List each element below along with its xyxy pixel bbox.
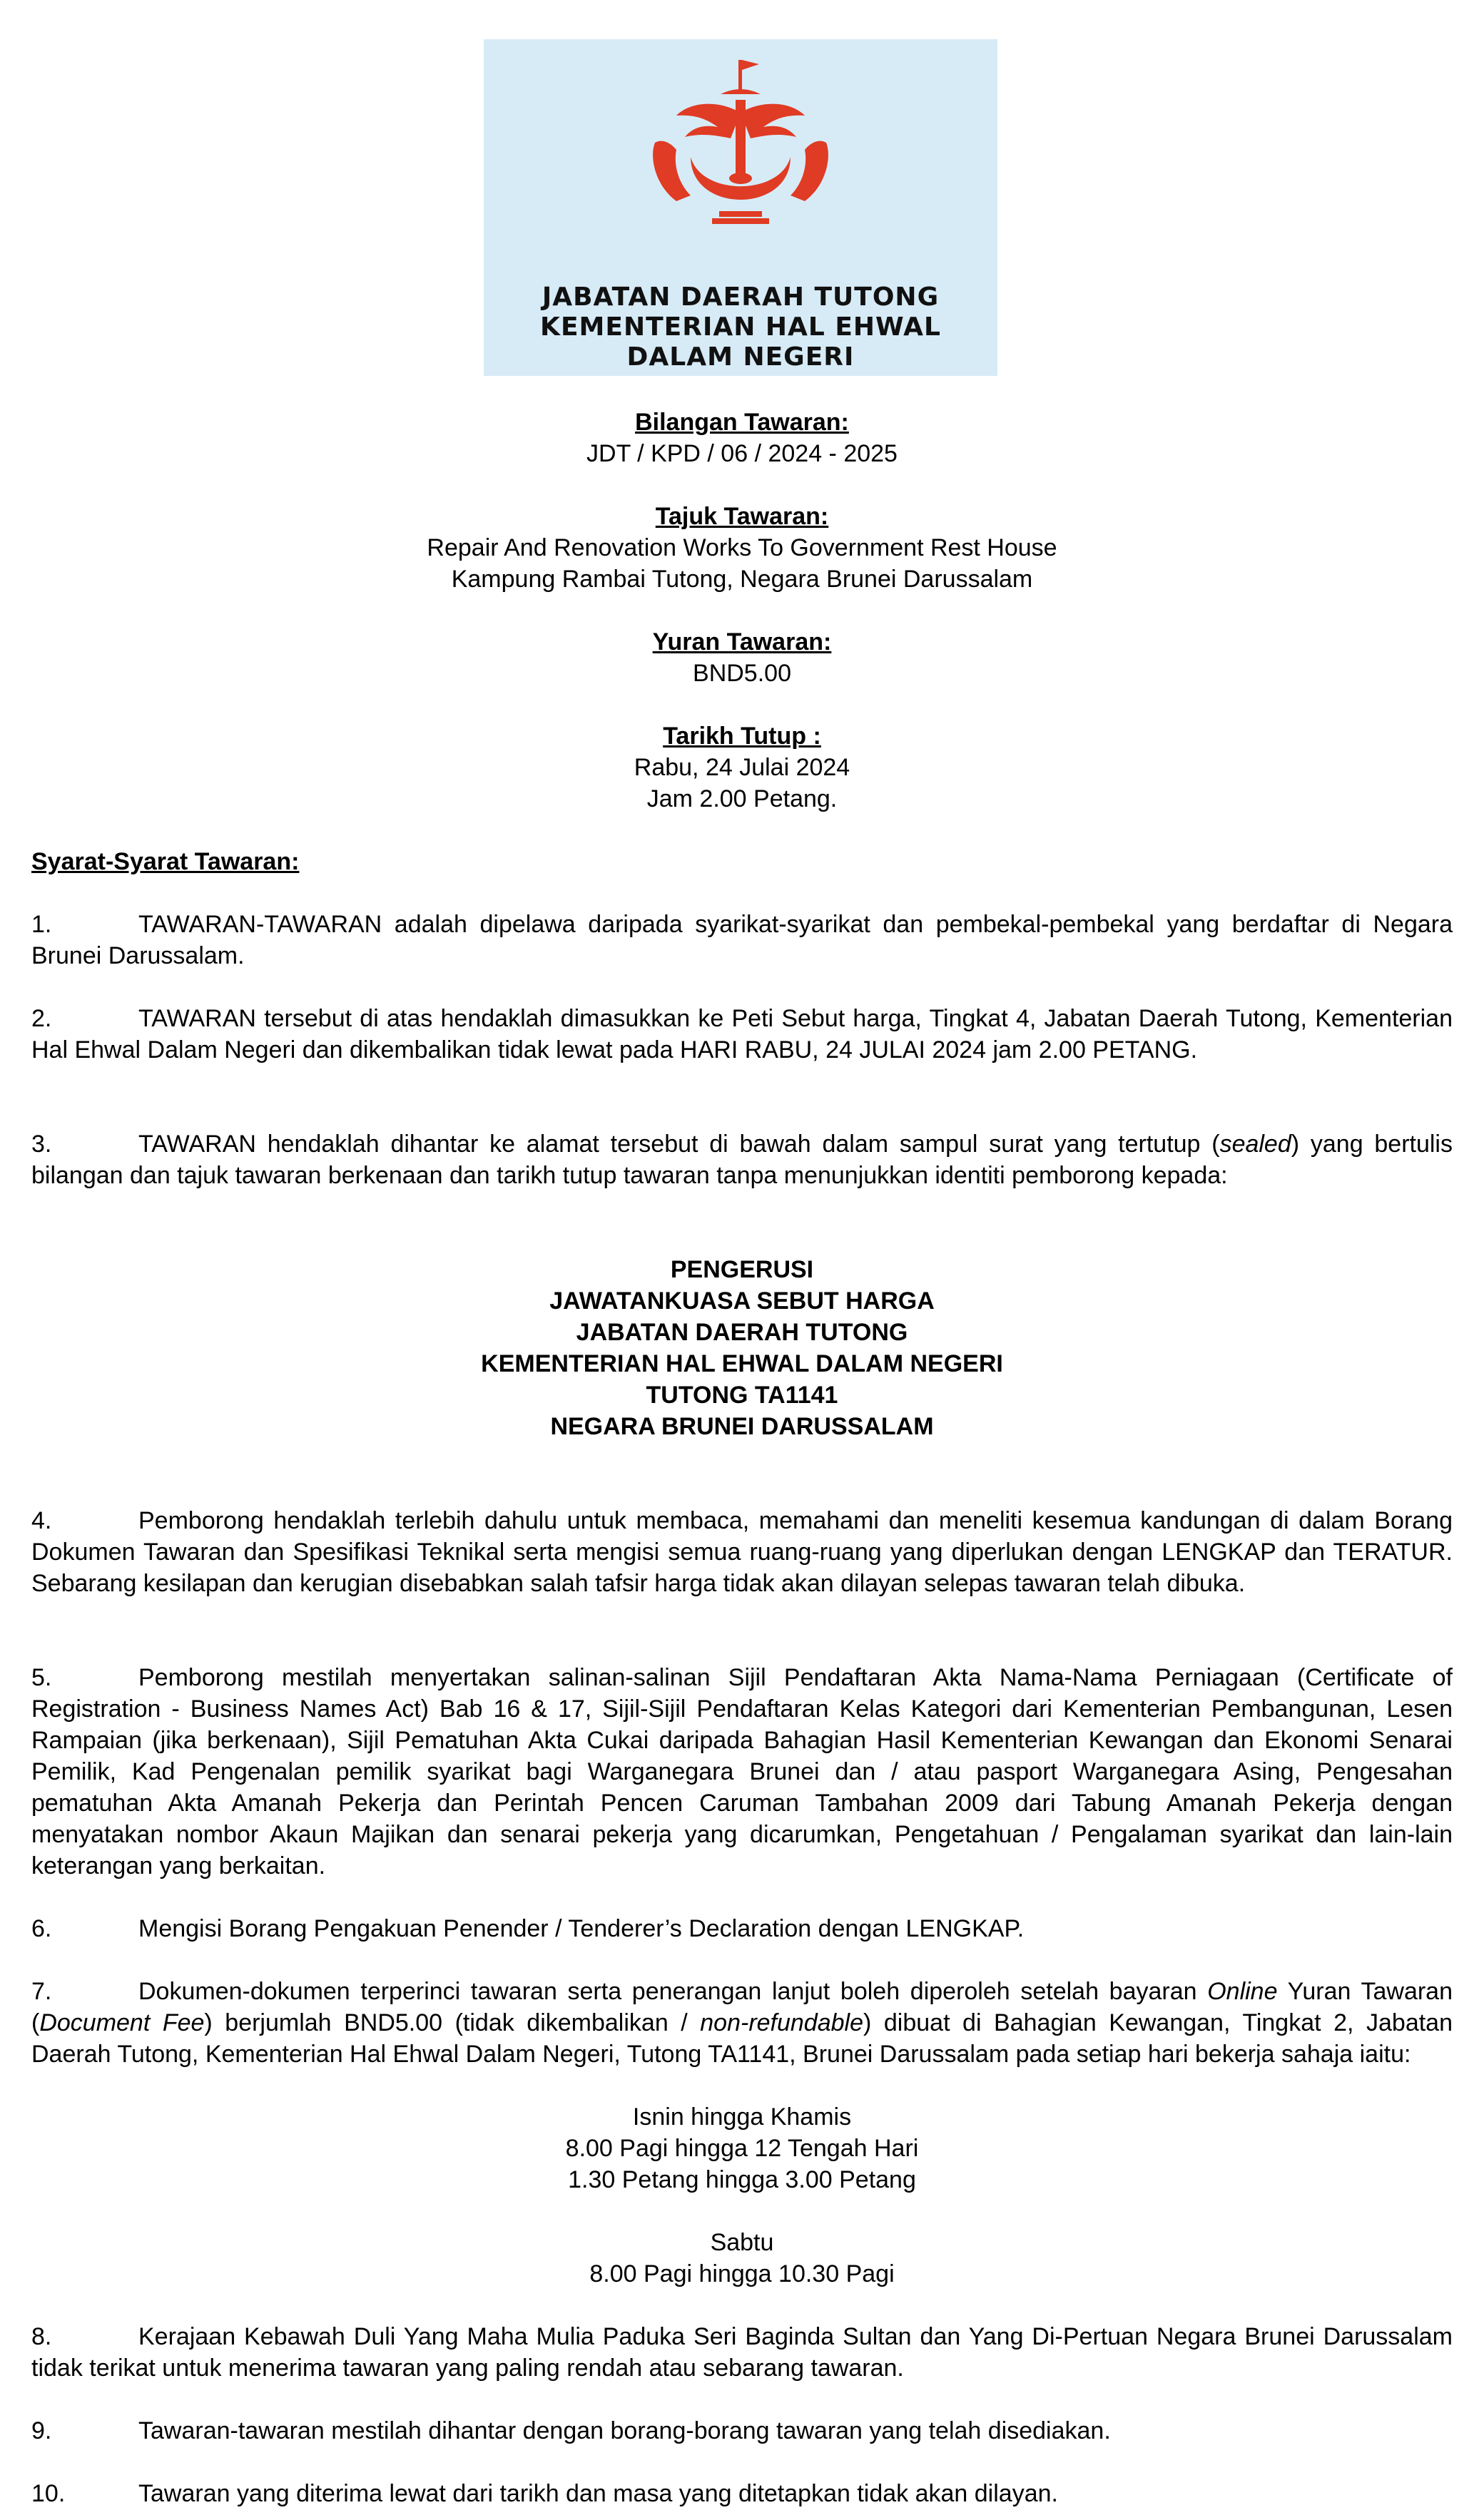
office-hours — [31, 2101, 1453, 2290]
condition-text: Pemborong mestilah menyertakan salinan-salinan Sijil Pendaftaran Akta Nama-Nama Perniagaan (Certificate of Registration - Business Names Act) Bab 16 & 17, Sijil-Sijil Pendaftaran Kelas Kategori dari Kementerian Pembangunan, Lesen Rampaian (jika berkenaan), Sijil Pematuhan Akta Cukai daripada Bahagian Hasil Kementerian Kewangan dan Ekonomi Senarai Pemilik, Kad Pengenalan pemilik syarikat bagi Warganegara Brunei dan / atau pasport Warganegara Asing, Pengesahan pematuhan Akta Amanah Pekerja dan Perintah Pencen Caruman Tambahan 2009 dari Tabung Amanah Pekerja dengan menyatakan nombor Akaun Majikan dan senarai pekerja yang dicarumkan, Pengetahuan / Pengalaman syarikat dan lain-lain keterangan yang berkaitan. — [31, 1664, 1453, 1879]
condition-text: Tawaran-tawaran mestilah dihantar dengan borang-borang tawaran yang telah disediakan. — [138, 2417, 1111, 2444]
tender-summary — [31, 407, 1453, 815]
condition-text: Tawaran yang diterima lewat dari tarikh dan masa yang ditetapkan tidak akan dilayan. — [138, 2480, 1058, 2507]
condition-number: 10. — [31, 2480, 66, 2507]
ref-value: JDT / KPD / 06 / 2024 - 2025 — [586, 440, 898, 467]
closing-date: Rabu, 24 Julai 2024 — [634, 754, 850, 781]
condition-text: Pemborong hendaklah terlebih dahulu untuk membaca, memahami dan meneliti kesemua kandungan di dalam Borang Dokumen Tawaran dan Spesifikasi Teknikal serta mengisi semua ruang-ruang yang diperlukan dengan LENGKAP dan TERATUR. Sebarang kesilapan dan kerugian disebabkan salah tafsir harga tidak akan dilayan selepas tawaran telah dibuka. — [31, 1507, 1453, 1597]
condition-number: 2. — [31, 1005, 52, 1032]
title-line-1: Repair And Renovation Works To Government Rest House — [427, 534, 1057, 561]
condition-number: 9. — [31, 2417, 52, 2444]
condition-2 — [31, 1003, 1453, 1066]
condition-number: 1. — [31, 911, 52, 938]
condition-6 — [31, 1913, 1453, 1944]
condition-text: Mengisi Borang Pengakuan Penender / Tenderer’s Declaration dengan LENGKAP. — [138, 1915, 1025, 1942]
condition-number: 5. — [31, 1664, 52, 1691]
condition-10 — [31, 2478, 1453, 2509]
condition-7: 7. Dokumen-dokumen terperinci tawaran serta penerangan lanjut boleh diperoleh setelah bayaran Online Yuran Tawaran (Document Fee) berjumlah BND5.00 (tidak dikembalikan / non-refundable) dibuat di Bahagian Kewangan, Tingkat 2, Jabatan Daerah Tutong, Kementerian Hal Ehwal Dalam Negeri, Tutong TA1141, Brunei Darussalam pada setiap hari bekerja sahaja iaitu: — [31, 1976, 1453, 2070]
conditions-heading: Syarat-Syarat Tawaran: — [31, 848, 300, 875]
ref-label: Bilangan Tawaran: — [635, 409, 849, 436]
title-label: Tajuk Tawaran: — [655, 503, 829, 530]
condition-number: 4. — [31, 1507, 52, 1534]
condition-3: 3. TAWARAN hendaklah dihantar ke alamat tersebut di bawah dalam sampul surat yang tertutup (sealed) yang bertulis bilangan dan tajuk tawaran berkenaan dan tarikh tutup tawaran tanpa menunjukkan identiti pemborong kepada: — [31, 1128, 1453, 1191]
delivery-address: PENGERUSI JAWATANKUASA SEBUT HARGA JABATAN DAERAH TUTONG KEMENTERIAN HAL EHWAL DALAM NEGERI TUTONG TA1141 NEGARA BRUNEI DARUSSALAM — [481, 1256, 1003, 1440]
header-line-2: KEMENTERIAN HAL EHWAL — [540, 312, 941, 342]
condition-text: Kerajaan Kebawah Duli Yang Maha Mulia Paduka Seri Baginda Sultan dan Yang Di-Pertuan Negara Brunei Darussalam tidak terikat untuk menerima tawaran yang paling rendah atau sebarang tawaran. — [31, 2323, 1453, 2382]
saturday-label: Sabtu — [710, 2229, 774, 2256]
condition-9 — [31, 2415, 1453, 2447]
condition-4 — [31, 1505, 1453, 1599]
condition-number: 3. — [31, 1131, 52, 1158]
fee-value: BND5.00 — [693, 660, 791, 687]
condition-number: 6. — [31, 1915, 52, 1942]
condition-number: 8. — [31, 2323, 52, 2350]
title-line-2: Kampung Rambai Tutong, Negara Brunei Darussalam — [451, 566, 1033, 593]
condition-1 — [31, 909, 1453, 971]
saturday-slot: 8.00 Pagi hingga 10.30 Pagi — [589, 2260, 895, 2287]
closing-label: Tarikh Tutup : — [663, 723, 821, 750]
header-line-1: JABATAN DAERAH TUTONG — [542, 282, 940, 312]
header-line-3: DALAM NEGERI — [626, 342, 855, 372]
weekday-slot-2: 1.30 Petang hingga 3.00 Petang — [568, 2166, 916, 2193]
fee-label: Yuran Tawaran: — [652, 628, 832, 655]
condition-8 — [31, 2321, 1453, 2384]
weekday-label: Isnin hingga Khamis — [632, 2103, 852, 2131]
condition-text: TAWARAN-TAWARAN adalah dipelawa daripada syarikat-syarikat dan pembekal-pembekal yang berdaftar di Negara Brunei Darussalam. — [31, 911, 1453, 969]
weekday-slot-1: 8.00 Pagi hingga 12 Tengah Hari — [565, 2135, 919, 2162]
header-banner — [484, 39, 997, 376]
condition-text: TAWARAN tersebut di atas hendaklah dimasukkan ke Peti Sebut harga, Tingkat 4, Jabatan Daerah Tutong, Kementerian Hal Ehwal Dalam Negeri dan dikembalikan tidak lewat pada HARI RABU, 24 JULAI 2024 jam 2.00 PETANG. — [31, 1005, 1453, 1063]
closing-time: Jam 2.00 Petang. — [646, 785, 838, 812]
condition-number: 7. — [31, 1978, 52, 2005]
condition-5 — [31, 1662, 1453, 1882]
brunei-crest-icon — [634, 50, 848, 264]
